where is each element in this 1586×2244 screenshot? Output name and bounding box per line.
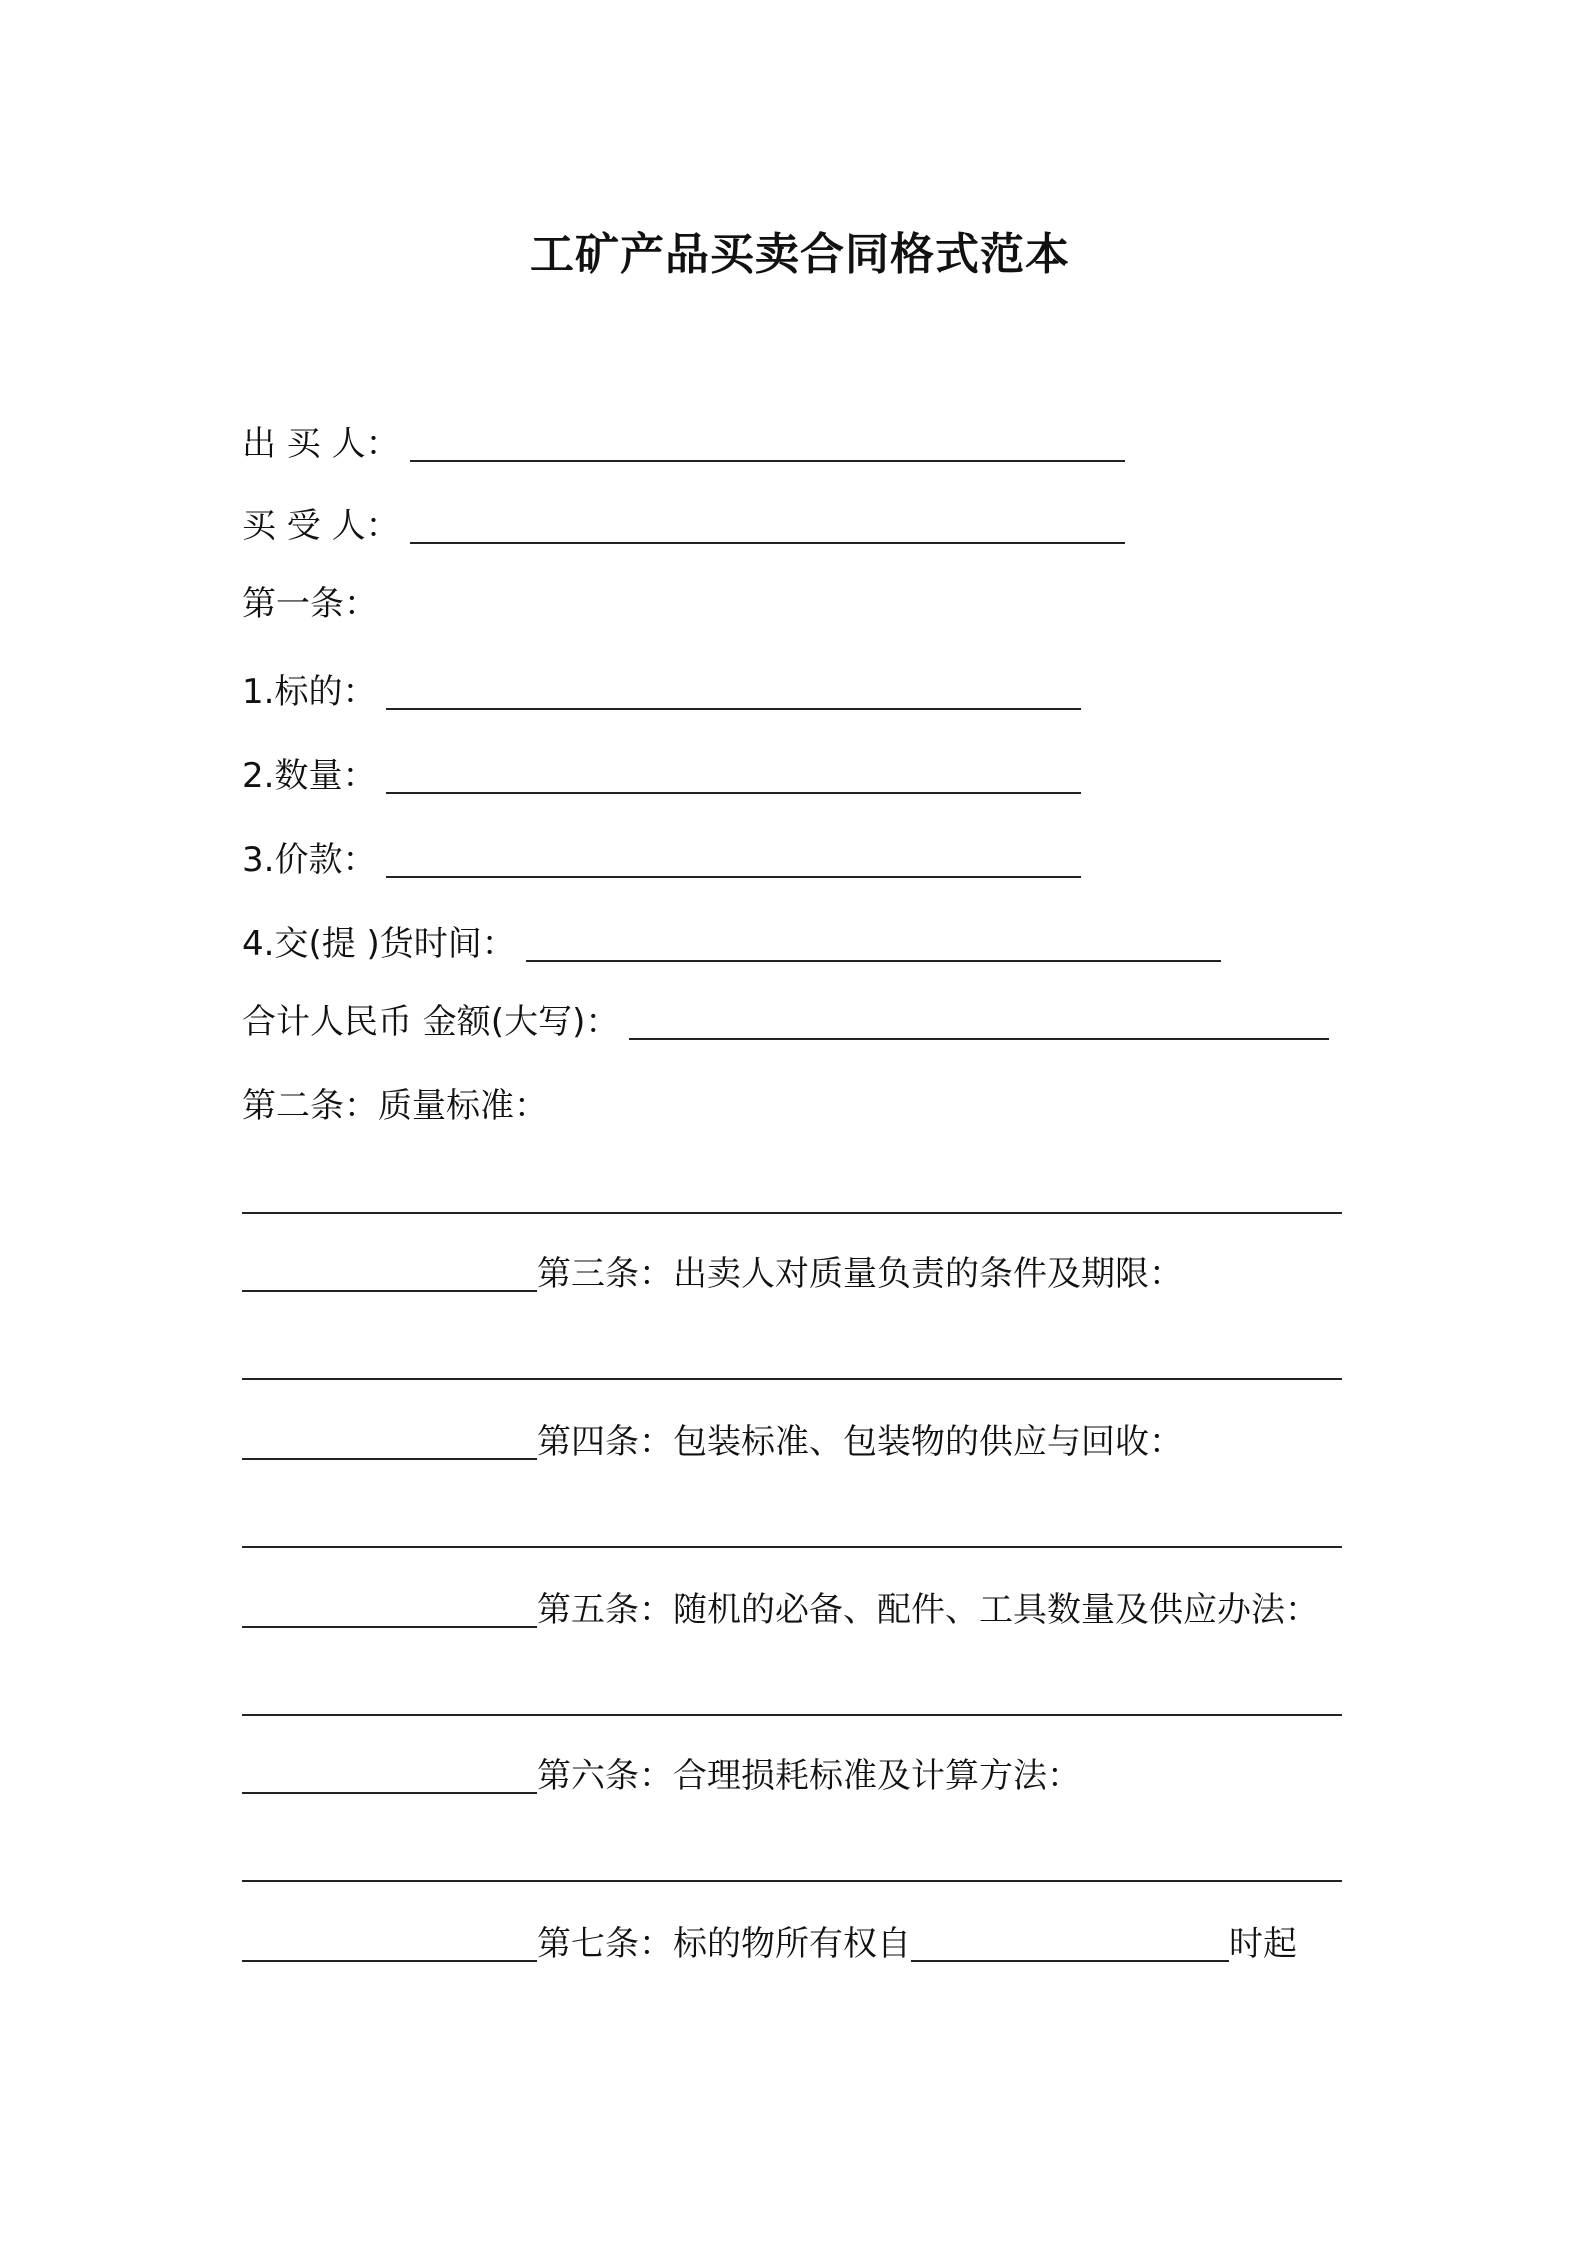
item1-blank[interactable] [386, 670, 1081, 710]
document-title: 工矿产品买卖合同格式范本 [530, 229, 1070, 280]
item1-label: 1.标的： [242, 672, 377, 712]
buyer-label: 买 受 人： [242, 506, 400, 546]
article3-label: 第三条：出卖人对质量负责的条件及期限： [537, 1254, 1183, 1294]
article1-heading-row [242, 580, 378, 628]
article6-label: 第六条：合理损耗标准及计算方法： [537, 1756, 1081, 1796]
article5-blank[interactable] [242, 1676, 1342, 1716]
buyer-row [242, 502, 1125, 550]
item3-blank[interactable] [386, 838, 1081, 878]
article2-label: 第二条：质量标准： [242, 1086, 548, 1126]
article5-label: 第五条：随机的必备、配件、工具数量及供应办法： [537, 1590, 1319, 1630]
article2-blank[interactable] [242, 1174, 1342, 1214]
total-blank[interactable] [629, 1000, 1329, 1040]
seller-blank[interactable] [410, 422, 1125, 462]
item4-row [242, 920, 1221, 968]
article5-blank-end[interactable] [242, 1754, 537, 1794]
article7-blank[interactable] [911, 1922, 1229, 1962]
article4-row [242, 1418, 1183, 1466]
item2-blank[interactable] [386, 754, 1081, 794]
seller-row [242, 420, 1125, 468]
article5-fill-row [242, 1676, 1342, 1722]
article2-row [242, 1082, 548, 1130]
article3-blank-end[interactable] [242, 1420, 537, 1460]
article7-label-post: 时起 [1229, 1924, 1297, 1964]
article6-blank[interactable] [242, 1842, 1342, 1882]
item1-row [242, 668, 1081, 716]
article5-row [242, 1586, 1319, 1634]
article4-blank[interactable] [242, 1508, 1342, 1548]
total-label: 合计人民币 金额(大写)： [242, 1002, 620, 1042]
article2-blank-end[interactable] [242, 1252, 537, 1292]
article3-row [242, 1250, 1183, 1298]
article3-blank[interactable] [242, 1340, 1342, 1380]
article4-blank-end[interactable] [242, 1588, 537, 1628]
article3-fill-row [242, 1340, 1342, 1386]
article6-blank-end[interactable] [242, 1922, 537, 1962]
article6-row [242, 1752, 1081, 1800]
article7-label-pre: 第七条：标的物所有权自 [537, 1924, 911, 1964]
article4-label: 第四条：包装标准、包装物的供应与回收： [537, 1422, 1183, 1462]
buyer-blank[interactable] [410, 504, 1125, 544]
item2-row [242, 752, 1081, 800]
article6-fill-row [242, 1842, 1342, 1888]
seller-label: 出 买 人： [242, 424, 400, 464]
article7-row [242, 1920, 1297, 1968]
item2-label: 2.数量： [242, 756, 377, 796]
article1-heading: 第一条： [242, 584, 378, 624]
item3-label: 3.价款： [242, 840, 377, 880]
article2-fill-row [242, 1174, 1342, 1220]
item3-row [242, 836, 1081, 884]
total-row [242, 998, 1329, 1046]
article4-fill-row [242, 1508, 1342, 1554]
item4-label: 4.交(提 )货时间： [242, 924, 516, 964]
item4-blank[interactable] [526, 922, 1221, 962]
